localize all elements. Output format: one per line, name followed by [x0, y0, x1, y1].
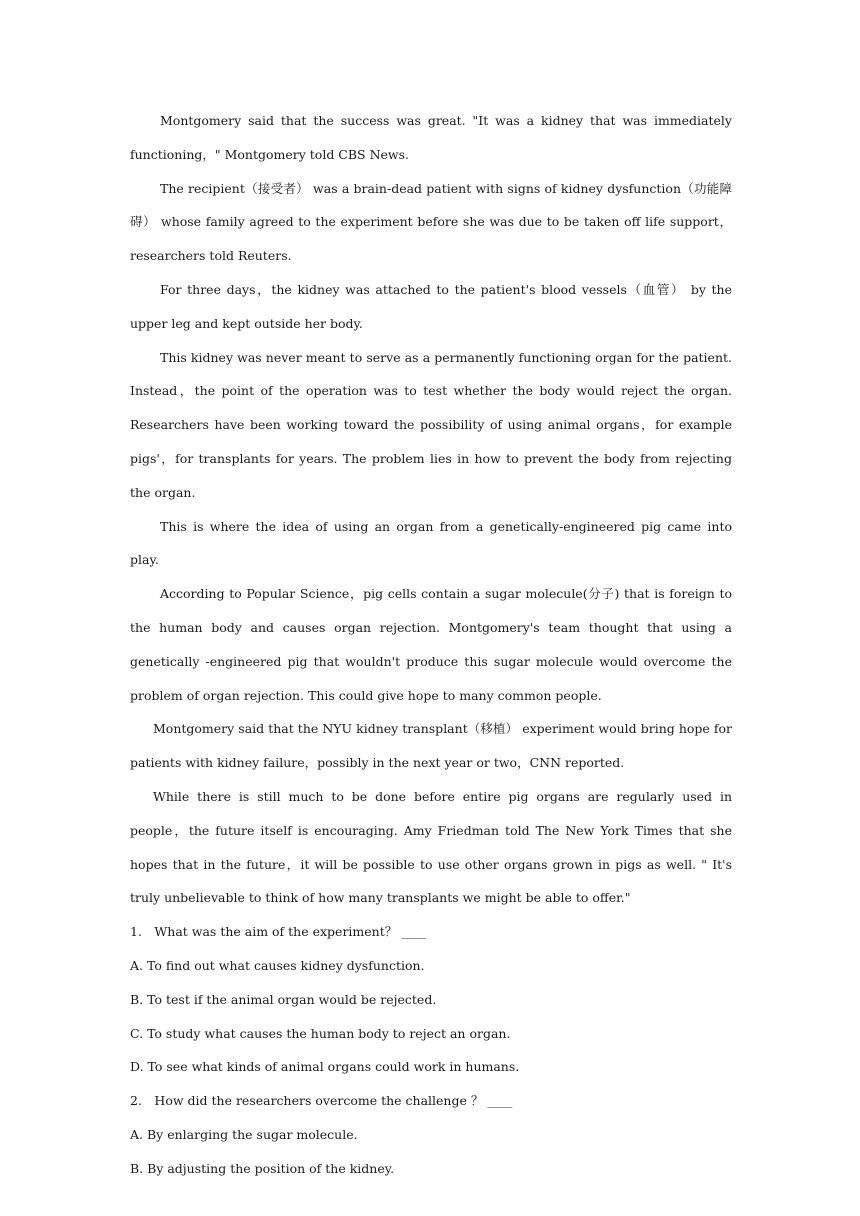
passage-paragraph-2: The recipient（接受者） was a brain-dead patient with signs of kidney dysfunction（功能障碍） whose family agreed to the experiment before she was due to be taken off life support，researchers told Reuters. [130, 180, 732, 264]
question-1-option-d: D. To see what kinds of animal organs could work in humans. [130, 1059, 520, 1075]
passage-paragraph-4: This kidney was never meant to serve as a permanently functioning organ for the patient. Instead，the point of the operation was to test whether the body would reject the organ. Researchers have been working toward the possibility of using animal organs，for example pigs'，for transplants for years. The problem lies in how to prevent the body from rejecting the organ. [130, 349, 732, 500]
question-1-stem: 1. What was the aim of the experiment？ ____ [130, 924, 427, 940]
document-page [130, 104, 732, 1186]
passage-paragraph-8: While there is still much to be done before entire pig organs are regularly used in people，the future itself is encouraging. Amy Friedman told The New York Times that she hopes that in the future，it will be possible to use other organs grown in pigs as well. " It's truly unbelievable to think of how many transplants we might be able to offer." [130, 788, 732, 906]
question-2-option-a: A. By enlarging the sugar molecule. [130, 1126, 358, 1142]
passage-paragraph-6: According to Popular Science，pig cells contain a sugar molecule(分子) that is foreign to the human body and causes organ rejection. Montgomery's team thought that using a genetically -engineered pig that wouldn't produce this sugar molecule would overcome the problem of organ rejection. This could give hope to many common people. [130, 586, 732, 703]
passage-paragraph-7: Montgomery said that the NYU kidney transplant（移植） experiment would bring hope for patients with kidney failure，possibly in the next year or two，CNN reported. [130, 721, 732, 771]
question-2-option-b: B. By adjusting the position of the kidney. [130, 1160, 395, 1176]
question-1-option-b: B. To test if the animal organ would be rejected. [130, 991, 437, 1007]
question-1-option-a: A. To find out what causes kidney dysfunction. [130, 957, 425, 973]
question-1-option-c: C. To study what causes the human body to reject an organ. [130, 1025, 511, 1041]
question-2 [130, 1084, 732, 1185]
passage-paragraph-1: Montgomery said that the success was great. "It was a kidney that was immediately functioning，" Montgomery told CBS News. [130, 113, 732, 162]
question-2-stem: 2. How did the researchers overcome the challenge ？ ____ [130, 1093, 513, 1109]
passage-paragraph-3: For three days，the kidney was attached to the patient's blood vessels（血管） by the upper leg and kept outside her body. [130, 281, 732, 331]
passage-paragraph-5: This is where the idea of using an organ from a genetically-engineered pig came into play. [130, 518, 732, 568]
question-1 [130, 915, 732, 1084]
